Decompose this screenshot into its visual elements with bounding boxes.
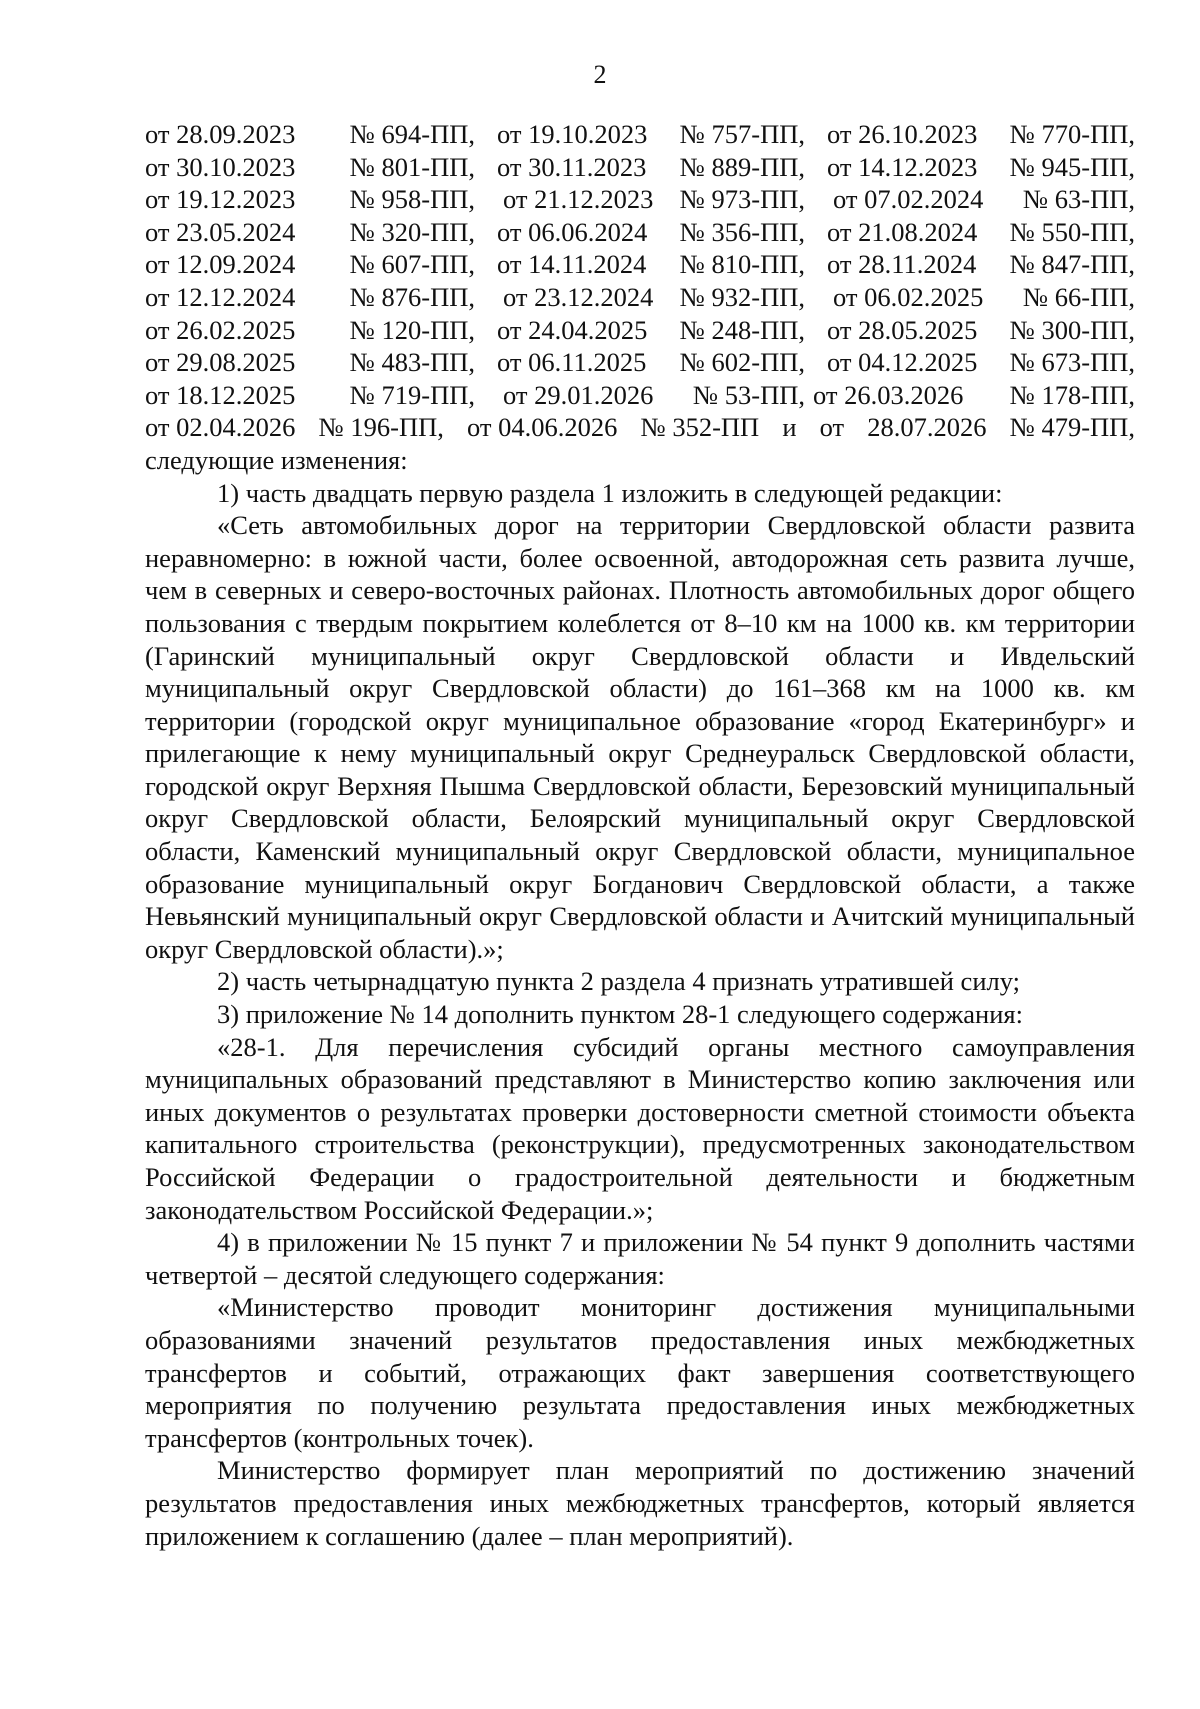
reference-date: от 29.08.2025 — [145, 347, 296, 378]
reference-number: № 63-ПП, — [1022, 184, 1135, 215]
references-block — [145, 118, 1135, 477]
reference-row — [145, 216, 1135, 249]
reference-number: № 352-ПП — [640, 412, 760, 443]
reference-number: № 958-ПП, — [349, 184, 475, 215]
reference-number: № 757-ПП, — [679, 119, 805, 149]
reference-number: № 356-ПП, — [679, 216, 805, 247]
reference-date: от 28.09.2023 — [145, 119, 296, 149]
preposition: от — [819, 412, 845, 443]
reference-row — [145, 183, 1135, 216]
reference-date: от 06.11.2025 — [497, 347, 647, 378]
reference-number: № 847-ПП, — [1009, 249, 1135, 280]
amendment-item-3: 3) приложение № 14 дополнить пунктом 28-1 следующего содержания: — [217, 999, 1023, 1030]
reference-row — [145, 314, 1135, 347]
reference-date: от 14.12.2023 — [827, 151, 978, 182]
reference-date: от 26.02.2025 — [145, 314, 296, 345]
reference-date: от 19.12.2023 — [145, 184, 296, 215]
reference-number: № 196-ПП, — [318, 412, 444, 443]
intro-tail: следующие изменения: — [145, 444, 408, 475]
reference-number: № 53-ПП, — [692, 379, 805, 410]
reference-date: от 06.02.2025 — [833, 281, 984, 312]
reference-date: от 18.12.2025 — [145, 379, 296, 410]
amendment-item-4: 4) в приложении № 15 пункт 7 и приложении № 54 пункт 9 дополнить частями четвертой – десятой следующего содержания: — [145, 1227, 1135, 1290]
amendment-item-2: 2) часть четырнадцатую пункта 2 раздела 4 признать утратившей силу; — [217, 966, 1020, 997]
reference-number: № 66-ПП, — [1022, 281, 1135, 312]
reference-number: № 120-ПП, — [349, 314, 475, 345]
reference-date: от 12.12.2024 — [145, 281, 296, 312]
reference-number: № 810-ПП, — [679, 249, 805, 280]
reference-date: от 26.03.2026 — [813, 379, 964, 410]
reference-date: от 04.06.2026 — [466, 412, 618, 443]
conjunction: и — [782, 412, 797, 443]
reference-number: № 602-ПП, — [679, 347, 805, 378]
reference-date: от 02.04.2026 — [145, 412, 296, 443]
reference-date: от 21.08.2024 — [827, 216, 978, 247]
quoted-text-road-network: «Сеть автомобильных дорог на территории Свердловской области развита неравномерно: в южной части, более освоенной, автодорожная сеть развита лучше, чем в северных и северо-восточных районах. Плотность автомобильных дорог общего пользования с твердым покрытием колеблется от 8–10 км на 1000 кв. км территории (Гаринский муниципальный округ Свердловской области и Ивдельский муниципальный округ Свердловской области) до 161–368 км на 1000 кв. км территории (городской округ муниципальное образование «город Екатеринбург» и прилегающие к нему муниципальный округ Среднеуральск Свердловской области, городской округ Верхняя Пышма Свердловской области, Березовский муниципальный округ Свердловской области, Белоярский муниципальный округ Свердловской области, Каменский муниципальный округ Свердловской области, муниципальное образование муниципальный округ Богданович Свердловской области, а также Невьянский муниципальный округ Свердловской области и Ачитский муниципальный округ Свердловской области).»; — [145, 510, 1135, 964]
reference-date: от 26.10.2023 — [827, 119, 978, 149]
reference-row — [145, 379, 1135, 412]
reference-date: от 21.12.2023 — [503, 184, 654, 215]
reference-number: № 889-ПП, — [679, 151, 805, 182]
reference-number: № 300-ПП, — [1009, 314, 1135, 345]
reference-date: от 29.01.2026 — [503, 379, 654, 410]
reference-date: от 19.10.2023 — [497, 119, 648, 149]
page-number: 2 — [593, 60, 607, 89]
reference-number: № 932-ПП, — [679, 281, 805, 312]
amendment-item-1: 1) часть двадцать первую раздела 1 изложить в следующей редакции: — [217, 477, 1003, 508]
reference-date: от 28.05.2025 — [827, 314, 978, 345]
reference-date: от 28.11.2024 — [827, 249, 977, 280]
reference-row — [145, 281, 1135, 314]
reference-number: № 178-ПП, — [1009, 379, 1135, 410]
reference-date: 28.07.2026 — [867, 412, 987, 443]
reference-date: от 07.02.2024 — [833, 184, 984, 215]
reference-date: от 14.11.2024 — [497, 249, 647, 280]
reference-number: № 479-ПП, — [1009, 412, 1135, 443]
reference-number: № 770-ПП, — [1009, 119, 1135, 149]
reference-date: от 23.12.2024 — [503, 281, 654, 312]
reference-number: № 483-ПП, — [349, 347, 475, 378]
reference-number: № 945-ПП, — [1009, 151, 1135, 182]
document-body — [145, 118, 1135, 1552]
reference-row — [145, 151, 1135, 184]
reference-number: № 801-ПП, — [349, 151, 475, 182]
reference-number: № 876-ПП, — [349, 281, 475, 312]
reference-date: от 24.04.2025 — [497, 314, 648, 345]
reference-date: от 04.12.2025 — [827, 347, 978, 378]
paragraph-action-plan: Министерство формирует план мероприятий по достижению значений результатов предоставления иных межбюджетных трансфертов, который является приложением к соглашению (далее – план мероприятий). — [145, 1455, 1135, 1551]
reference-row — [145, 118, 1135, 151]
reference-date: от 30.11.2023 — [497, 151, 647, 182]
reference-number: № 550-ПП, — [1009, 216, 1135, 247]
reference-number: № 320-ПП, — [349, 216, 475, 247]
reference-row-last — [145, 411, 1135, 444]
quoted-text-clause-28-1: «28-1. Для перечисления субсидий органы местного самоуправления муниципальных образований представляют в Министерство копию заключения или иных документов о результатах проверки достоверности сметной стоимости объекта капитального строительства (реконструкции), предусмотренных законодательством Российской Федерации о градостроительной деятельности и бюджетным законодательством Российской Федерации.»; — [145, 1031, 1135, 1225]
reference-date: от 23.05.2024 — [145, 216, 296, 247]
reference-number: № 607-ПП, — [349, 249, 475, 280]
reference-date: от 06.06.2024 — [497, 216, 648, 247]
reference-date: от 12.09.2024 — [145, 249, 296, 280]
reference-date: от 30.10.2023 — [145, 151, 296, 182]
reference-number: № 973-ПП, — [679, 184, 805, 215]
quoted-text-monitoring: «Министерство проводит мониторинг достижения муниципальными образованиями значений результатов предоставления иных межбюджетных трансфертов и событий, отражающих факт завершения соответствующего мероприятия по получению результата предоставления иных межбюджетных трансфертов (контрольных точек). — [145, 1292, 1135, 1453]
reference-number: № 673-ПП, — [1009, 347, 1135, 378]
reference-number: № 248-ПП, — [679, 314, 805, 345]
reference-number: № 719-ПП, — [349, 379, 475, 410]
reference-row — [145, 248, 1135, 281]
reference-number: № 694-ПП, — [349, 119, 475, 149]
reference-row — [145, 346, 1135, 379]
